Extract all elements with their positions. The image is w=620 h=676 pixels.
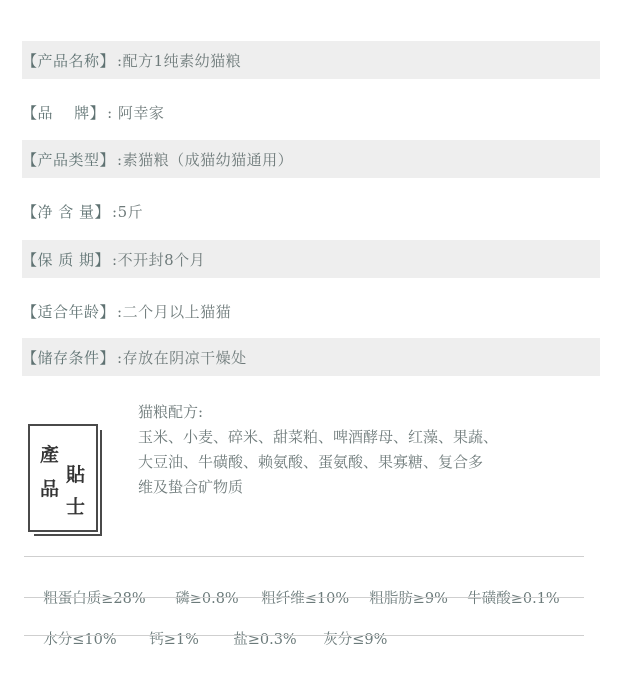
nutrition-item: 粗纤维≤10% [261,591,350,607]
formula-section [138,400,538,500]
info-label: 【适合年龄】 [22,302,116,321]
info-row-storage [22,338,600,376]
formula-line: 玉米、小麦、碎米、甜菜粕、啤酒酵母、红藻、果蔬、 [138,428,499,446]
info-row-suitable-age [22,292,600,330]
table-divider [24,556,584,557]
info-value: :配方1纯素幼猫粮 [117,51,242,70]
info-row-net-weight [22,192,600,230]
nutrition-item: 粗脂肪≥9% [369,591,448,607]
nutrition-item: 牛磺酸≥0.1% [467,591,560,607]
stamp-char: 貼 [66,464,86,486]
product-tips-stamp [28,424,98,534]
info-value: :二个月以上猫猫 [117,302,232,321]
stamp-char: 產 [40,444,60,466]
info-label: 【净 含 量】 [22,202,111,221]
info-value: :素猫粮（成猫幼猫通用） [117,150,294,169]
info-value: :存放在阴凉干燥处 [117,348,247,367]
formula-line: 大豆油、牛磺酸、赖氨酸、蛋氨酸、果寡糖、复合多 [138,453,484,471]
stamp-char: 士 [66,496,86,518]
info-label: 【储存条件】 [22,348,116,367]
info-value: :5斤 [112,202,144,221]
info-row-product-name [22,41,600,79]
info-row-brand [22,93,600,131]
table-divider [24,597,584,598]
info-label: 【产品类型】 [22,150,116,169]
info-value: : 阿幸家 [107,103,165,122]
nutrition-row-2 [34,612,387,649]
info-row-product-type [22,140,600,178]
formula-title: 猫粮配方: [138,403,204,421]
formula-line: 维及蛰合矿物质 [138,478,244,496]
info-label: 【品 牌】 [22,103,106,122]
info-label: 【产品名称】 [22,51,116,70]
table-divider [24,635,584,636]
info-value: :不开封8个月 [112,250,206,269]
nutrition-item: 粗蛋白质≥28% [43,591,146,607]
info-label: 【保 质 期】 [22,250,111,269]
nutrition-item: 盐≥0.3% [233,632,297,648]
nutrition-item: 灰分≤9% [323,632,388,648]
stamp-frame [28,424,98,532]
stamp-char: 品 [40,478,60,500]
nutrition-item: 水分≤10% [43,632,117,648]
nutrition-row-1 [34,571,560,608]
nutrition-item: 磷≥0.8% [175,591,239,607]
nutrition-item: 钙≥1% [149,632,199,648]
info-row-shelf-life [22,240,600,278]
